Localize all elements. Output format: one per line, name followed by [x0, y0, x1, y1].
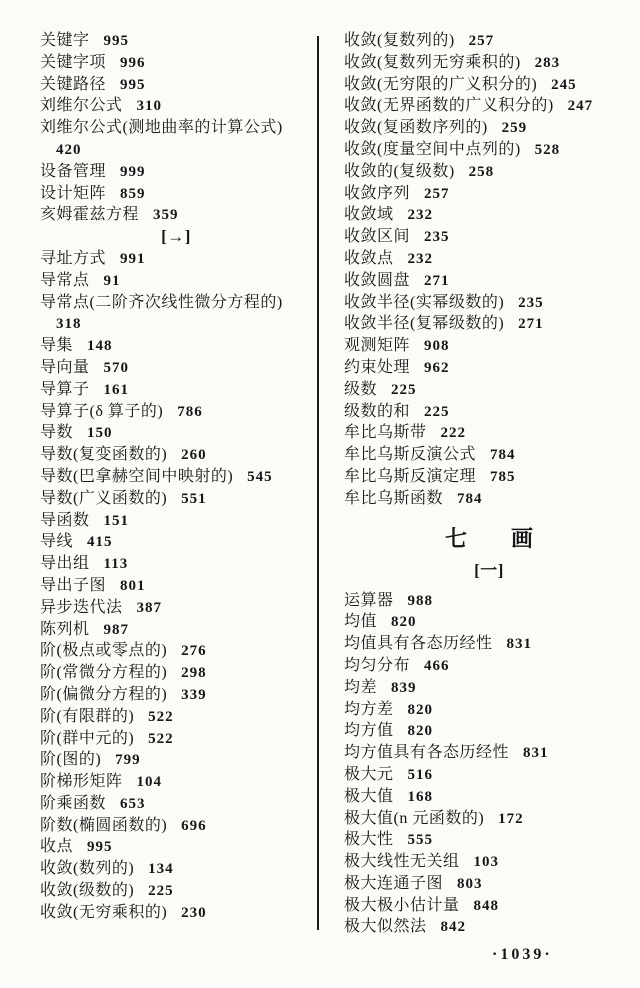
index-entry	[344, 444, 634, 466]
entry-term: 极大线性无关组	[344, 853, 460, 871]
entry-term: 导数	[40, 424, 74, 442]
index-entry	[344, 466, 634, 488]
entry-page: 104	[136, 774, 163, 791]
entry-term: 导常点	[40, 271, 90, 289]
index-entry	[344, 117, 634, 139]
entry-term: 阶(极点或零点的)	[40, 642, 168, 660]
entry-page: 283	[534, 54, 561, 71]
entry-page: 995	[87, 839, 113, 856]
index-entry	[344, 204, 634, 226]
entry-term: 收敛(无界函数的广义积分的)	[344, 97, 554, 115]
entry-term: 收敛圆盘	[344, 271, 411, 289]
index-entry	[40, 706, 312, 728]
index-entry	[40, 793, 312, 815]
index-entry	[40, 684, 312, 706]
index-entry	[344, 183, 634, 205]
index-entry	[344, 764, 634, 786]
entry-term: 异步迭代法	[40, 598, 123, 616]
entry-page: 276	[181, 643, 207, 660]
entry-term: 极大极小估计量	[344, 896, 460, 914]
section-heading: 七 画	[444, 525, 533, 551]
entry-term: 寻址方式	[40, 249, 107, 267]
entry-term: 阶(常微分方程的)	[40, 664, 168, 682]
entry-term: 收敛区间	[344, 228, 411, 246]
entry-page: 820	[391, 614, 417, 631]
entry-page: 235	[424, 229, 450, 246]
index-entry	[344, 611, 634, 633]
index-entry	[40, 553, 312, 575]
index-entry	[344, 786, 634, 808]
entry-page: 995	[103, 33, 130, 49]
index-entry	[344, 699, 634, 721]
entry-term: 阶(群中元的)	[40, 729, 135, 747]
entry-term: 均值	[344, 613, 378, 631]
entry-term: 收敛点	[344, 249, 394, 267]
entry-term: 牟比乌斯带	[344, 424, 427, 442]
entry-term: 导常点(二阶齐次线性微分方程的)	[40, 293, 283, 311]
entry-term: 陈列机	[40, 620, 90, 638]
page-number: ·1039·	[492, 946, 553, 963]
entry-page: 859	[120, 185, 146, 202]
index-entry	[40, 52, 312, 74]
index-entry	[40, 30, 312, 52]
entry-page: 318	[56, 316, 82, 333]
entry-page: 466	[424, 657, 450, 674]
entry-term: 收敛序列	[344, 184, 411, 202]
entry-page: 232	[407, 250, 434, 267]
index-entry	[344, 655, 634, 677]
index-entry	[344, 590, 634, 612]
entry-page: 103	[473, 854, 500, 871]
entry-term: 收敛(无穷乘积的)	[40, 903, 168, 921]
entry-term: 设备管理	[40, 162, 107, 180]
entry-page: 232	[407, 207, 434, 224]
entry-page: 803	[457, 875, 483, 892]
index-entry	[40, 117, 312, 139]
entry-page: 995	[120, 76, 146, 93]
index-entry	[40, 749, 312, 771]
entry-term: 导线	[40, 533, 74, 551]
entry-page: 545	[247, 468, 273, 485]
entry-page: 225	[148, 883, 174, 900]
index-entry	[40, 858, 312, 880]
entry-page: 359	[153, 207, 179, 224]
entry-page: 522	[148, 730, 174, 747]
entry-term: 收敛(复数列的)	[344, 32, 455, 49]
entry-page: 991	[120, 250, 146, 267]
entry-term: 牟比乌斯函数	[344, 489, 444, 507]
entry-page: 801	[120, 577, 146, 594]
entry-term: 均值具有各态历经性	[344, 635, 493, 653]
index-entry	[344, 742, 634, 764]
index-entry	[40, 815, 312, 837]
index-entry	[344, 74, 634, 96]
index-entry	[344, 379, 634, 401]
entry-term: 关键路径	[40, 75, 107, 93]
index-entry	[344, 677, 634, 699]
entry-page: 258	[468, 163, 495, 180]
entry-term: 收敛的(复级数)	[344, 162, 455, 180]
entry-term: 牟比乌斯反演公式	[344, 446, 477, 464]
entry-term: 收敛半径(复幂级数的)	[344, 315, 505, 333]
entry-page: 786	[177, 403, 203, 420]
entry-page: 387	[136, 599, 163, 616]
entry-page: 222	[440, 425, 467, 442]
entry-page: 799	[115, 752, 141, 769]
entry-page: 271	[518, 316, 544, 333]
entry-term: 收敛(度量空间中点列的)	[344, 140, 521, 158]
index-entry	[40, 444, 312, 466]
entry-page: 988	[407, 592, 434, 609]
index-entry	[40, 619, 312, 641]
entry-page: 785	[490, 468, 516, 485]
index-entry	[344, 292, 634, 314]
entry-page: 225	[424, 403, 450, 420]
entry-page: 831	[506, 636, 533, 653]
entry-page: 91	[103, 272, 121, 289]
entry-term: 极大似然法	[344, 918, 427, 936]
entry-term: 极大值	[344, 787, 394, 805]
entry-page: 996	[120, 54, 146, 71]
index-entry	[40, 836, 312, 858]
column-divider	[317, 36, 319, 930]
index-entry	[344, 401, 634, 423]
entry-page: 528	[534, 141, 561, 158]
entry-term: 收敛域	[344, 206, 394, 224]
entry-term: 阶(偏微分方程的)	[40, 685, 168, 703]
entry-page: 151	[103, 512, 130, 529]
index-entry	[40, 902, 312, 924]
index-entry	[344, 30, 634, 52]
entry-term: 设计矩阵	[40, 184, 107, 202]
entry-term: 极大元	[344, 765, 394, 783]
stroke-group-marker: [→]	[161, 227, 191, 247]
index-entry	[344, 873, 634, 895]
index-entry	[40, 95, 312, 117]
entry-term: 关键字	[40, 32, 90, 49]
entry-term: 运算器	[344, 591, 394, 609]
entry-page: 257	[424, 185, 450, 202]
entry-page: 259	[501, 120, 528, 137]
entry-page: 551	[181, 490, 207, 507]
entry-term: 阶乘函数	[40, 794, 107, 812]
entry-page: 908	[424, 338, 450, 355]
index-entry-continuation	[40, 139, 312, 161]
entry-term: 牟比乌斯反演定理	[344, 467, 477, 485]
index-entry	[40, 510, 312, 532]
entry-page: 134	[148, 861, 174, 878]
entry-page: 113	[103, 556, 129, 573]
entry-term: 极大值(n 元函数的)	[344, 809, 485, 827]
index-entry	[40, 728, 312, 750]
entry-page: 820	[407, 723, 434, 740]
index-entry	[344, 851, 634, 873]
stroke-group-marker: [一]	[474, 560, 504, 580]
entry-term: 极大性	[344, 831, 394, 849]
index-entry	[344, 313, 634, 335]
entry-term: 级数的和	[344, 402, 411, 420]
entry-term: 收敛(无穷限的广义积分的)	[344, 75, 538, 93]
index-entry	[40, 771, 312, 793]
entry-page: 225	[391, 381, 417, 398]
entry-term: 收敛(级数的)	[40, 882, 135, 900]
index-entry	[40, 161, 312, 183]
entry-term: 极大连通子图	[344, 874, 444, 892]
entry-page: 999	[120, 163, 146, 180]
entry-term: 收点	[40, 838, 74, 856]
index-entry	[344, 52, 634, 74]
index-entry	[344, 95, 634, 117]
entry-page: 987	[103, 621, 130, 638]
entry-page: 962	[424, 359, 450, 376]
index-entry	[40, 880, 312, 902]
entry-term: 阶梯形矩阵	[40, 773, 123, 791]
index-entry	[344, 357, 634, 379]
entry-page: 839	[391, 679, 417, 696]
entry-term: 约束处理	[344, 358, 411, 376]
index-entry	[40, 335, 312, 357]
entry-page: 161	[103, 381, 130, 398]
index-entry	[40, 292, 312, 314]
entry-term: 导数(广义函数的)	[40, 489, 168, 507]
entry-page: 168	[407, 788, 434, 805]
entry-term: 均匀分布	[344, 656, 411, 674]
index-entry	[344, 139, 634, 161]
entry-term: 导算子	[40, 380, 90, 398]
index-entry	[344, 720, 634, 742]
entry-term: 亥姆霍兹方程	[40, 206, 140, 224]
index-entry	[344, 916, 634, 938]
entry-page: 271	[424, 272, 450, 289]
entry-term: 阶(有限群的)	[40, 707, 135, 725]
entry-page: 257	[468, 33, 495, 49]
entry-term: 导数(巴拿赫空间中映射的)	[40, 467, 234, 485]
index-entry	[40, 575, 312, 597]
entry-page: 298	[181, 665, 207, 682]
entry-page: 148	[87, 338, 113, 355]
index-entry	[40, 597, 312, 619]
entry-page: 842	[440, 919, 467, 936]
index-entry	[344, 422, 634, 444]
entry-page: 339	[181, 686, 207, 703]
entry-term: 导出组	[40, 555, 90, 573]
index-entry	[40, 270, 312, 292]
entry-term: 均差	[344, 678, 378, 696]
index-entry	[40, 662, 312, 684]
index-entry	[344, 808, 634, 830]
entry-page: 420	[56, 141, 82, 158]
entry-page: 820	[407, 701, 434, 718]
index-entry	[344, 895, 634, 917]
index-entry	[40, 74, 312, 96]
entry-term: 均方值	[344, 722, 394, 740]
index-entry	[344, 248, 634, 270]
entry-term: 导数(复变函数的)	[40, 446, 168, 464]
entry-page: 522	[148, 708, 174, 725]
entry-term: 均方值具有各态历经性	[344, 744, 510, 762]
index-entry	[40, 379, 312, 401]
entry-page: 570	[103, 359, 130, 376]
entry-page: 516	[407, 766, 434, 783]
entry-page: 848	[473, 897, 500, 914]
left-column	[40, 30, 312, 924]
index-entry	[344, 633, 634, 655]
index-entry	[344, 829, 634, 851]
entry-page: 415	[87, 534, 113, 551]
entry-page: 784	[457, 490, 483, 507]
index-entry	[344, 488, 634, 510]
index-entry	[40, 183, 312, 205]
entry-term: 关键字项	[40, 53, 107, 71]
index-entry	[344, 226, 634, 248]
entry-page: 784	[490, 447, 516, 464]
entry-term: 均方差	[344, 700, 394, 718]
index-entry	[344, 335, 634, 357]
entry-term: 收敛(复数列无穷乘积的)	[344, 53, 521, 71]
entry-page: 555	[407, 832, 434, 849]
index-entry-continuation	[40, 313, 312, 335]
entry-term: 级数	[344, 380, 378, 398]
entry-term: 观测矩阵	[344, 337, 411, 355]
entry-page: 235	[518, 294, 544, 311]
entry-page: 653	[120, 795, 146, 812]
index-entry	[40, 640, 312, 662]
entry-page: 310	[136, 98, 163, 115]
index-entry	[40, 401, 312, 423]
entry-page: 230	[181, 904, 207, 921]
entry-term: 导出子图	[40, 576, 107, 594]
entry-page: 696	[181, 817, 207, 834]
index-entry	[40, 248, 312, 270]
entry-page: 831	[523, 745, 549, 762]
index-entry	[40, 204, 312, 226]
entry-page: 260	[181, 447, 207, 464]
right-column	[344, 30, 634, 938]
entry-term: 导集	[40, 337, 74, 355]
index-entry	[40, 531, 312, 553]
entry-term: 导函数	[40, 511, 90, 529]
entry-term: 导算子(δ 算子的)	[40, 402, 164, 420]
entry-page: 172	[498, 810, 524, 827]
entry-term: 刘维尔公式(测地曲率的计算公式)	[40, 119, 283, 137]
entry-term: 收敛(复函数序列的)	[344, 119, 488, 137]
index-entry	[40, 466, 312, 488]
index-entry	[40, 488, 312, 510]
entry-page: 150	[87, 425, 113, 442]
entry-term: 收敛半径(实幂级数的)	[344, 293, 505, 311]
entry-term: 收敛(数列的)	[40, 860, 135, 878]
index-entry	[40, 422, 312, 444]
entry-term: 刘维尔公式	[40, 97, 123, 115]
entry-term: 阶数(椭圆函数的)	[40, 816, 168, 834]
entry-term: 导向量	[40, 358, 90, 376]
index-entry	[40, 357, 312, 379]
index-entry	[344, 161, 634, 183]
entry-page: 247	[567, 98, 594, 115]
index-entry	[344, 270, 634, 292]
entry-page: 245	[551, 76, 577, 93]
entry-term: 阶(图的)	[40, 751, 102, 769]
